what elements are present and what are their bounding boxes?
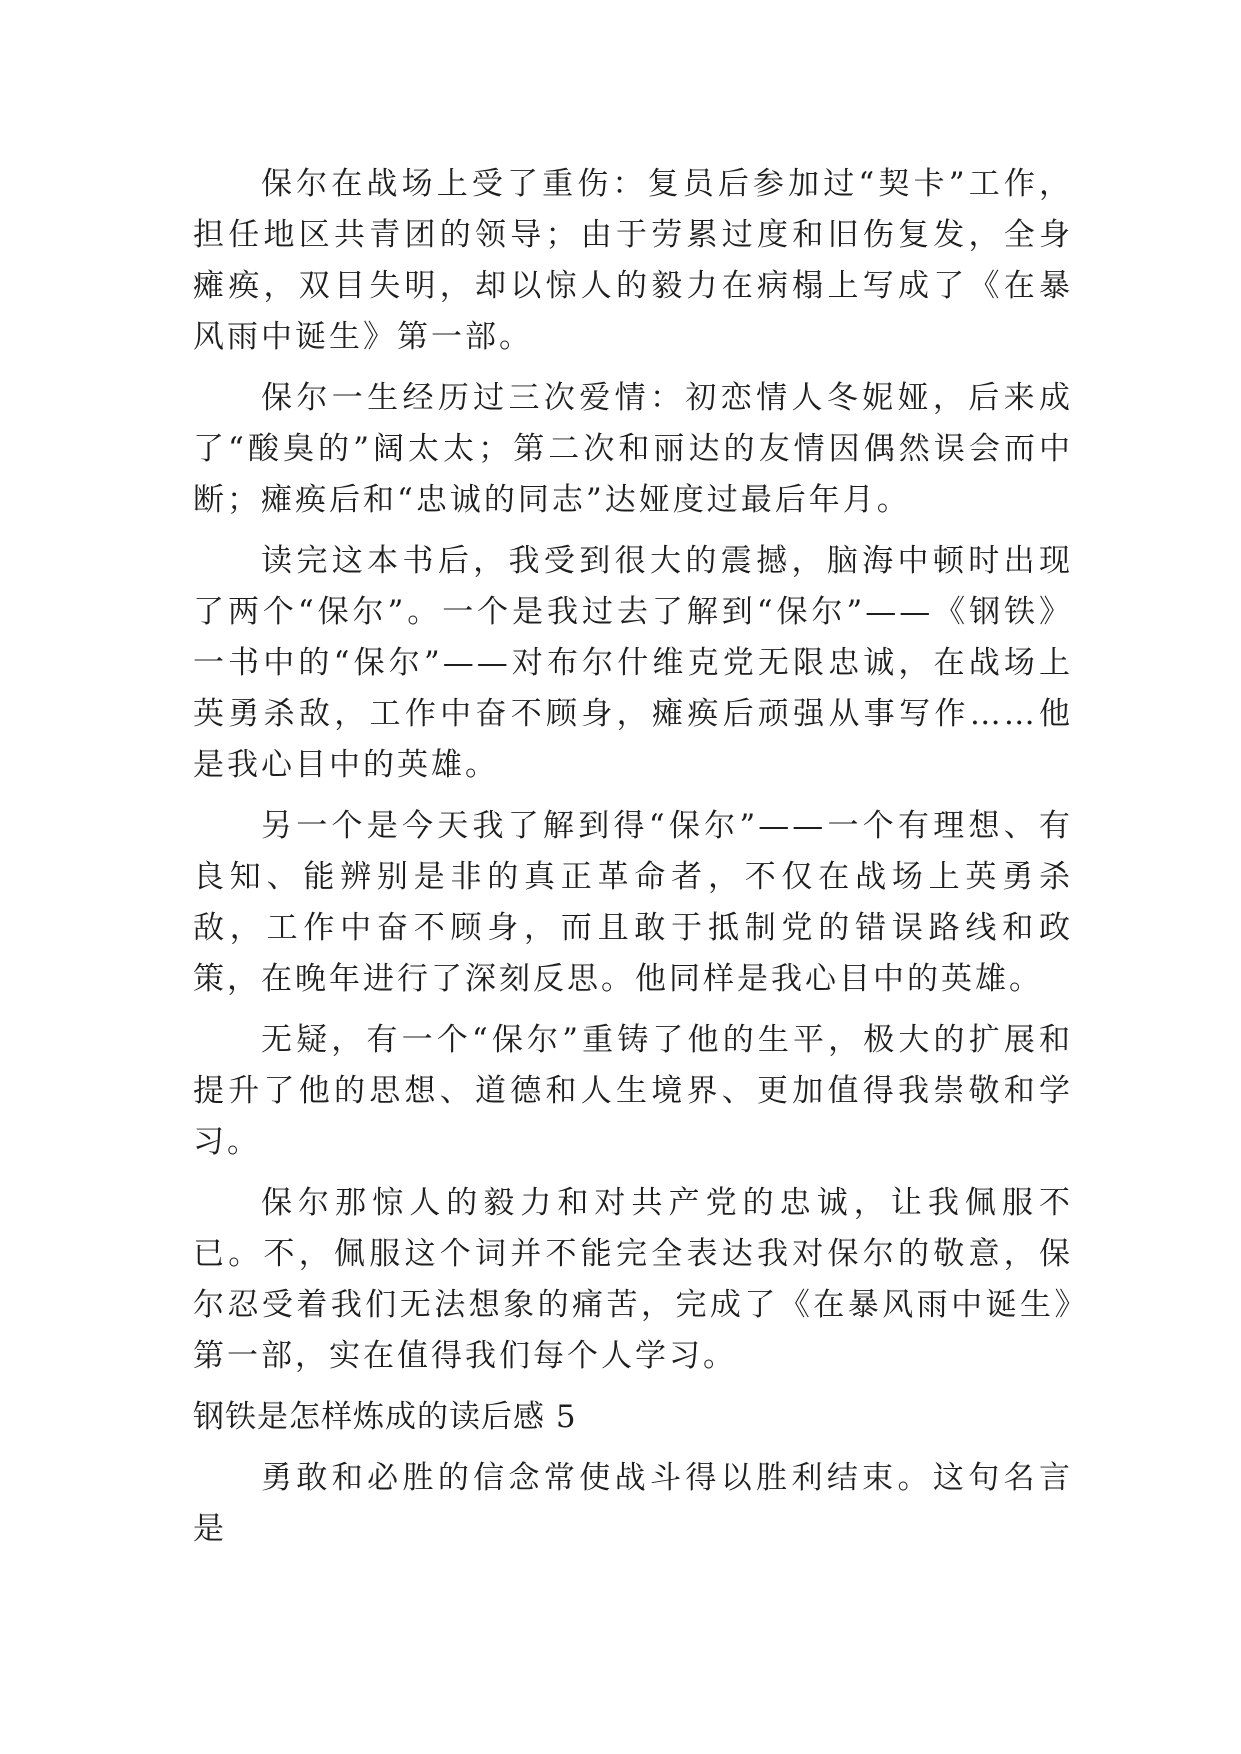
section-heading: 钢铁是怎样炼成的读后感 5 — [193, 1399, 577, 1435]
paragraph-6: 保尔那惊人的毅力和对共产党的忠诚，让我佩服不已。不，佩服这个词并不能完全表达我对保尔的敬意，保尔忍受着我们无法想象的痛苦，完成了《在暴风雨中诞生》第一部，实在值得我们每个人学习。 — [193, 1185, 1073, 1374]
paragraph-7: 勇敢和必胜的信念常使战斗得以胜利结束。这句名言是 — [193, 1460, 1073, 1547]
paragraph-1: 保尔在战场上受了重伤：复员后参加过“契卡”工作，担任地区共青团的领导；由于劳累过度和旧伤复发，全身瘫痪，双目失明，却以惊人的毅力在病榻上写成了《在暴风雨中诞生》第一部。 — [193, 166, 1073, 355]
paragraph-2: 保尔一生经历过三次爱情：初恋情人冬妮娅，后来成了“酸臭的”阔太太；第二次和丽达的友情因偶然误会而中断；瘫痪后和“忠诚的同志”达娅度过最后年月。 — [193, 380, 1073, 518]
document-body — [193, 159, 1073, 1565]
paragraph-5: 无疑，有一个“保尔”重铸了他的生平，极大的扩展和提升了他的思想、道德和人生境界、更加值得我崇敬和学习。 — [193, 1022, 1073, 1160]
paragraph-3: 读完这本书后，我受到很大的震撼，脑海中顿时出现了两个“保尔”。一个是我过去了解到“保尔”——《钢铁》一书中的“保尔”——对布尔什维克党无限忠诚，在战场上英勇杀敌，工作中奋不顾身，瘫痪后顽强从事写作……他是我心目中的英雄。 — [193, 543, 1073, 783]
paragraph-4: 另一个是今天我了解到得“保尔”——一个有理想、有良知、能辨别是非的真正革命者，不仅在战场上英勇杀敌，工作中奋不顾身，而且敢于抵制党的错误路线和政策，在晚年进行了深刻反思。他同样是我心目中的英雄。 — [193, 808, 1073, 997]
